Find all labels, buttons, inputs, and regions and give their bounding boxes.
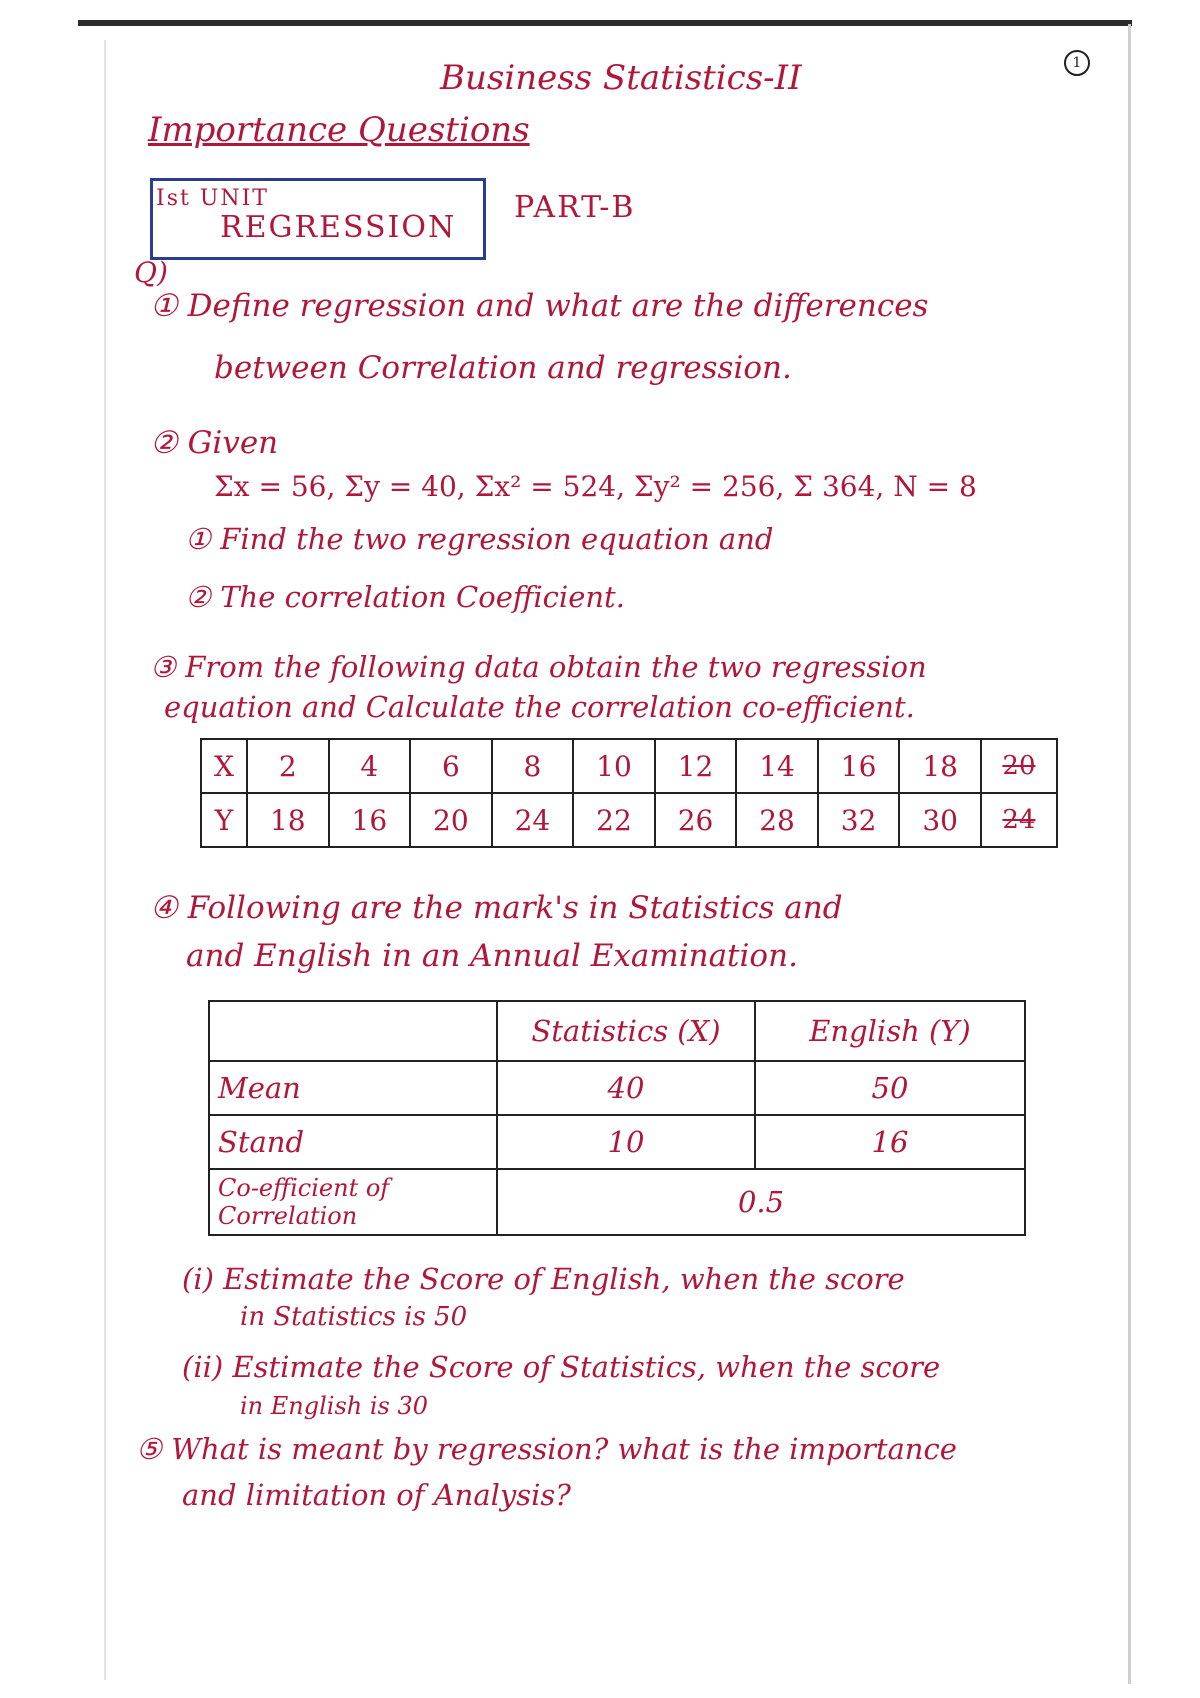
sd-y: 16	[755, 1115, 1025, 1169]
row-mean-label: Mean	[209, 1061, 497, 1115]
x-cell: 8	[492, 739, 574, 793]
page-title: Business Statistics-II	[440, 58, 802, 98]
y-cell: 22	[573, 793, 655, 847]
x-cell: 10	[573, 739, 655, 793]
question-4-estimate-2-line-1: (ii) Estimate the Score of Statistics, when the score	[182, 1350, 941, 1384]
question-1-line-1: ① Define regression and what are the differences	[150, 288, 929, 324]
coeff-value: 0.5	[497, 1169, 1025, 1235]
struck-x-value: 20	[1002, 751, 1036, 781]
page-right-edge	[1128, 24, 1131, 1684]
row-coeff-label: Co-efficient of Correlation	[209, 1169, 497, 1235]
part-label: PART-B	[514, 190, 636, 225]
y-cell: 26	[655, 793, 737, 847]
col-english: English (Y)	[755, 1001, 1025, 1061]
struck-x-cell	[981, 739, 1057, 793]
y-header: Y	[201, 793, 247, 847]
question-2-given: ② Given	[150, 425, 279, 461]
unit-label: Ist UNIT	[156, 186, 269, 211]
table-row	[209, 1115, 1025, 1169]
table-row	[201, 739, 1057, 793]
mean-y: 50	[755, 1061, 1025, 1115]
question-2-part-1: ① Find the two regression equation and	[185, 522, 774, 556]
y-cell: 28	[736, 793, 818, 847]
question-1-line-2: between Correlation and regression.	[214, 350, 792, 386]
question-marker: Q)	[134, 256, 168, 289]
question-5-line-1: ⑤ What is meant by regression? what is the importance	[136, 1432, 957, 1466]
table-row	[201, 793, 1057, 847]
question-4-estimate-2-line-2: in English is 30	[240, 1392, 429, 1420]
y-cell: 16	[329, 793, 411, 847]
x-cell: 12	[655, 739, 737, 793]
x-cell: 18	[899, 739, 981, 793]
struck-y-value: 24	[1002, 805, 1036, 835]
x-header: X	[201, 739, 247, 793]
y-cell: 24	[492, 793, 574, 847]
row-sd-label: Stand	[209, 1115, 497, 1169]
x-cell: 6	[410, 739, 492, 793]
question-3-line-2: equation and Calculate the correlation co-efficient.	[164, 690, 915, 724]
empty-header-cell	[209, 1001, 497, 1061]
table-row	[209, 1001, 1025, 1061]
question-4-estimate-1-line-2: in Statistics is 50	[240, 1302, 468, 1332]
sd-x: 10	[497, 1115, 755, 1169]
x-cell: 14	[736, 739, 818, 793]
xy-data-table	[200, 738, 1058, 848]
x-cell: 16	[818, 739, 900, 793]
question-2-data: Σx = 56, Σy = 40, Σx² = 524, Σy² = 256, Σ 364, N = 8	[214, 470, 977, 503]
col-statistics: Statistics (X)	[497, 1001, 755, 1061]
mean-x: 40	[497, 1061, 755, 1115]
table-row	[209, 1169, 1025, 1235]
question-4-estimate-1-line-1: (i) Estimate the Score of English, when the score	[182, 1262, 905, 1296]
question-4-line-1: ④ Following are the mark's in Statistics and	[150, 890, 843, 926]
y-cell: 18	[247, 793, 329, 847]
question-4-line-2: and English in an Annual Examination.	[186, 938, 798, 974]
unit-name: REGRESSION	[220, 210, 457, 245]
y-cell: 20	[410, 793, 492, 847]
page-number: 1	[1064, 50, 1090, 76]
question-2-part-2: ② The correlation Coefficient.	[185, 580, 625, 614]
marks-table	[208, 1000, 1026, 1236]
y-cell: 30	[899, 793, 981, 847]
page-left-margin	[104, 40, 106, 1680]
table-row	[209, 1061, 1025, 1115]
page-subtitle: Importance Questions	[148, 110, 530, 150]
x-cell: 4	[329, 739, 411, 793]
question-5-line-2: and limitation of Analysis?	[182, 1478, 571, 1512]
y-cell: 32	[818, 793, 900, 847]
x-cell: 2	[247, 739, 329, 793]
question-3-line-1: ③ From the following data obtain the two regression	[150, 650, 927, 684]
struck-y-cell	[981, 793, 1057, 847]
page-top-border	[78, 20, 1132, 26]
